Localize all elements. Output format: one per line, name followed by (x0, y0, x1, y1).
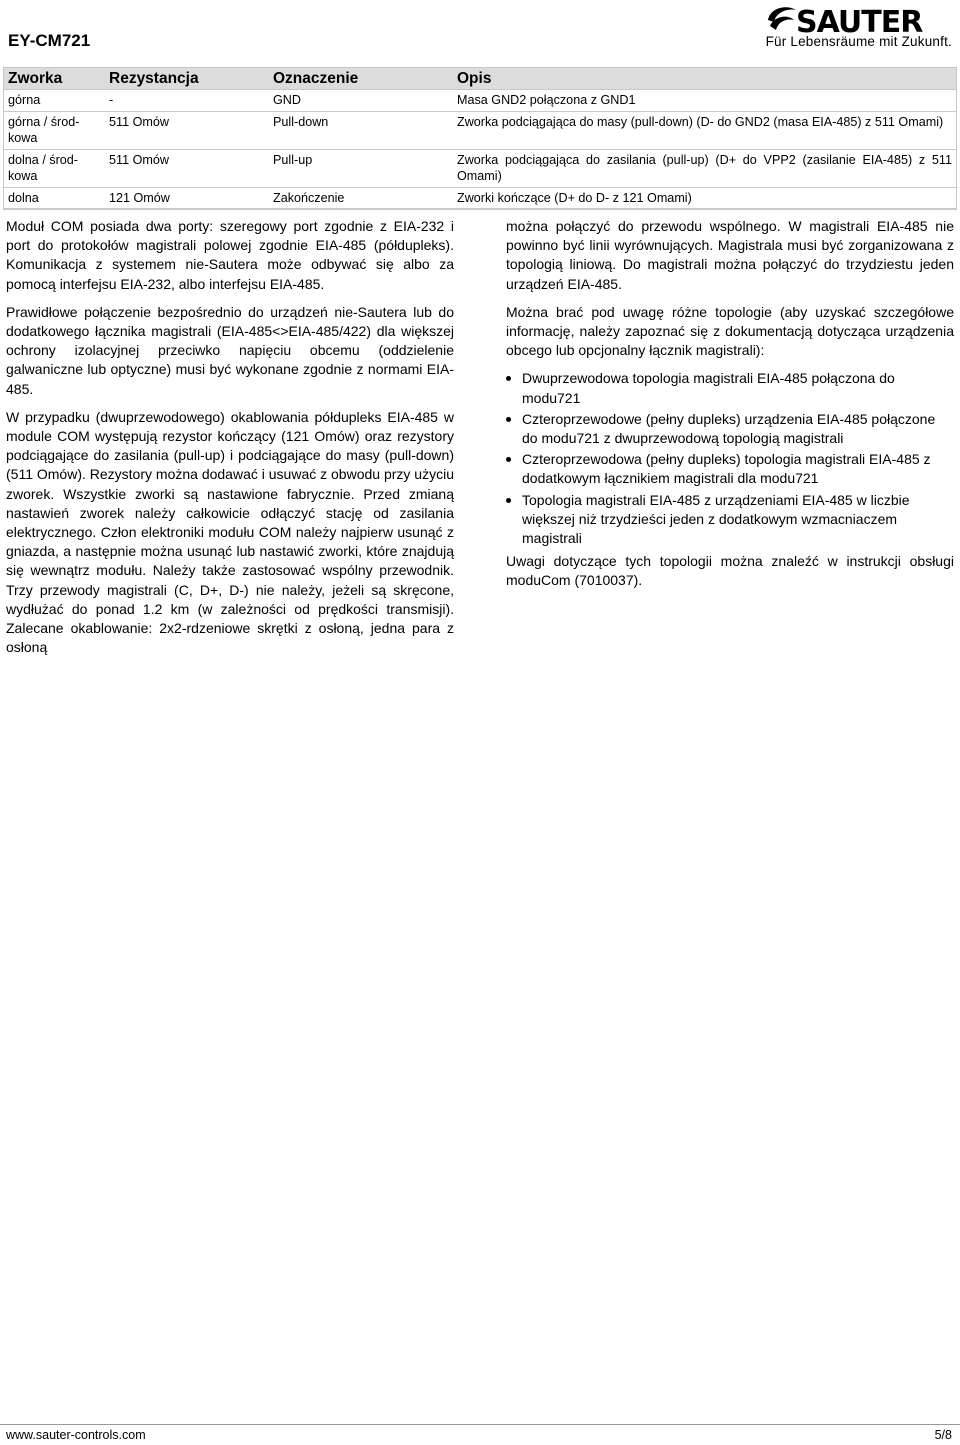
page-header (0, 0, 960, 62)
bullet-icon (506, 376, 511, 381)
jumper-table (4, 68, 956, 209)
header-oznaczenie: Oznaczenie (269, 68, 453, 90)
page-footer (0, 1424, 960, 1445)
left-column (6, 217, 454, 666)
table-cell: - (105, 90, 269, 112)
page-number: 5/8 (934, 1428, 952, 1442)
sauter-logo-graphic (766, 2, 952, 36)
list-item (506, 491, 954, 549)
list-item-text: Czteroprzewodowa (pełny dupleks) topologia magistrali EIA-485 z dodatkowym łącznikiem magistrali dla modu721 (522, 451, 931, 487)
paragraph-cabling: W przypadku (dwuprzewodowego) okablowania półdupleks EIA-485 w module COM występują rezystor kończący (121 Omów) oraz rezystory podciągające do zasilania (pull-up) i podciągające do masy (pull-down) (511 Omów). Rezystory można dodawać i usuwać z obwodu przy użyciu zworek. Wszystkie zworki są nastawione fabrycznie. Przed zmianą nastawień zworek należy całkowicie odłączyć stację od zasilania elektrycznego. Człon elektroniki modułu COM należy najpierw usunąć z gniazda, a następnie można usunąć lub nastawić zworki, które znajdują się wewnątrz modułu. Należy także zastosować wspólny przewodnik. Trzy przewody magistrali (C, D+, D-) nie należy, jeżeli są skręcone, wydłużać do ponad 1.2 km (w zależności od prędkości transmisji). Zalecane okablowanie: 2x2-rdzeniowe skrętki z osłoną, jedna para z osłoną (6, 408, 454, 656)
paragraph-connection: Prawidłowe połączenie bezpośrednio do urządzeń nie-Sautera lub do dodatkowego łącznika magistrali (EIA-485<>EIA-485/422) dla większej ochrony izolacyjnej przeciwko napięciu obcemu (oddzielenie galwaniczne lub optyczne) musi być wykonane zgodnie z normami EIA-485. (6, 303, 454, 397)
paragraph-com-ports: Moduł COM posiada dwa porty: szeregowy port zgodnie z EIA-232 i port do protokołów magistrali polowej zgodnie EIA-485 (półdupleks). Komunikacja z systemem nie-Sautera może odbywać się albo za pomocą interfejsu EIA-232, albo interfejsu EIA-485. (6, 218, 454, 292)
table-cell: 511 Omów (105, 149, 269, 187)
list-item-text: Topologia magistrali EIA-485 z urządzeniami EIA-485 w liczbie większej niż trzydzieści jeden z dodatkowym wzmacniaczem magistrali (522, 491, 910, 547)
topology-list (506, 369, 954, 548)
table-cell: dolna / środ-kowa (4, 149, 105, 187)
list-item (506, 369, 954, 407)
header-zworka: Zworka (4, 68, 105, 90)
logo-tagline: Für Lebensräume mit Zukunft. (765, 34, 952, 49)
paragraph-common-conductor: można połączyć do przewodu wspólnego. W magistrali EIA-485 nie powinno być linii wyrównujących. Magistrala musi być zorganizowana z topologią liniową. Do magistrali można połączyć do trzydziestu jeden urządzeń EIA-485. (506, 218, 954, 292)
bullet-icon (506, 457, 511, 462)
list-item (506, 410, 954, 448)
table-cell: GND (269, 90, 453, 112)
logo-wordmark: SAUTER (796, 5, 923, 36)
bullet-icon (506, 498, 511, 503)
table-row (4, 90, 956, 112)
footer-url[interactable]: www.sauter-controls.com (6, 1428, 146, 1442)
table-row (4, 149, 956, 187)
table-cell: Pull-up (269, 149, 453, 187)
table-cell: Zworki kończące (D+ do D- z 121 Omami) (453, 187, 956, 209)
list-item-text: Czteroprzewodowe (pełny dupleks) urządzenia EIA-485 połączone do modu721 z dwuprzewodową topologią magistrali (522, 410, 936, 447)
table-row (4, 111, 956, 149)
table-cell: Pull-down (269, 111, 453, 149)
table-cell: górna / środ-kowa (4, 111, 105, 149)
table-cell: górna (4, 90, 105, 112)
right-column (506, 217, 954, 600)
table-cell: 511 Omów (105, 111, 269, 149)
table-cell: Masa GND2 połączona z GND1 (453, 90, 956, 112)
table-cell: dolna (4, 187, 105, 209)
table-cell: Zworka podciągająca do zasilania (pull-up) (D+ do VPP2 (zasilanie EIA-485) z 511 Omami) (453, 149, 956, 187)
list-item (506, 450, 954, 488)
table-row (4, 187, 956, 209)
document-code: EY-CM721 (8, 31, 91, 50)
table-cell: 121 Omów (105, 187, 269, 209)
paragraph-notes: Uwagi dotyczące tych topologii można znaleźć w instrukcji obsługi moduCom (7010037). (506, 553, 954, 589)
table-cell: Zakończenie (269, 187, 453, 209)
table-cell: Zworka podciągająca do masy (pull-down) (D- do GND2 (masa EIA-485) z 511 Omami) (453, 111, 956, 149)
header-opis: Opis (453, 68, 956, 90)
header-rezystancja: Rezystancja (105, 68, 269, 90)
bullet-icon (506, 417, 511, 422)
paragraph-topologies: Można brać pod uwagę różne topologie (aby uzyskać szczegółowe informację, należy zapoznać się z dokumentacją dotycząca urządzenia obcego lub opcjonalny łącznik magistrali): (506, 303, 954, 359)
table-header-row (4, 68, 956, 90)
list-item-text: Dwuprzewodowa topologia magistrali EIA-485 połączona do modu721 (522, 370, 895, 406)
logo-swoosh-icon (768, 7, 796, 30)
